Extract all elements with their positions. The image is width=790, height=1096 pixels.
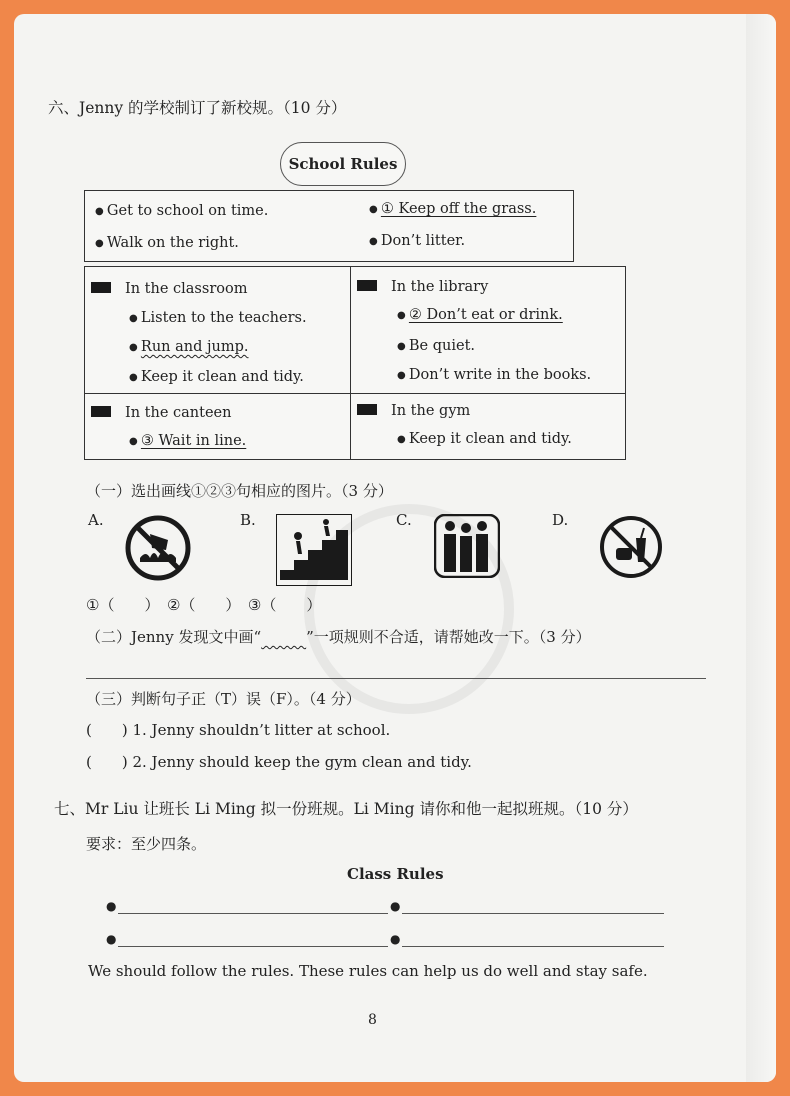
- rule-item: [129, 339, 248, 355]
- bullet-icon: ●: [390, 899, 401, 913]
- underlined-rule-2: ② Don’t eat or drink.: [408, 307, 563, 323]
- general-rules-box: [84, 190, 574, 262]
- rule-item: ● Keep it clean and tidy.: [129, 369, 304, 385]
- section-7-requirement: 要求：至少四条。: [86, 835, 207, 853]
- rule-answer-line[interactable]: [402, 913, 664, 914]
- square-marker-icon: [357, 404, 377, 415]
- bullet-icon: ●: [390, 932, 401, 946]
- option-label-d: D.: [552, 511, 569, 529]
- square-marker-icon: [91, 406, 111, 417]
- rule-answer-line[interactable]: [402, 946, 664, 947]
- rule-answer-line[interactable]: [118, 913, 388, 914]
- bullet-icon: ●: [106, 932, 117, 946]
- page-number: 8: [368, 1012, 377, 1028]
- rule-item: [369, 201, 536, 217]
- wavy-underline-sample: [261, 628, 306, 646]
- part-2-instruction: （二）Jenny 发现文中画“ ”一项规则不合适，请帮她改一下。（3 分）: [86, 628, 591, 646]
- worksheet-page: [14, 14, 776, 1082]
- canteen-heading: In the canteen: [91, 405, 231, 421]
- rule-item: [129, 433, 246, 449]
- section-6-title: 六、Jenny 的学校制订了新校规。（10 分）: [48, 99, 347, 117]
- rule-item: ● Walk on the right.: [95, 235, 239, 251]
- true-false-item-1[interactable]: ( ) 1. Jenny shouldn’t litter at school.: [86, 721, 391, 739]
- grid-divider: [85, 393, 625, 394]
- rule-item: ● Don’t litter.: [369, 233, 465, 249]
- bullet-icon: ●: [106, 899, 117, 913]
- page-edge: [746, 14, 776, 1082]
- underlined-rule-1: ① Keep off the grass.: [380, 201, 537, 217]
- closing-sentence: We should follow the rules. These rules can help us do well and stay safe.: [88, 962, 648, 980]
- rule-item: ● Keep it clean and tidy.: [397, 431, 572, 447]
- class-rules-title: Class Rules: [347, 865, 444, 883]
- no-eating-drinking-icon: [598, 514, 664, 580]
- rule-item: ● Don’t write in the books.: [397, 367, 591, 383]
- part-1-instruction: （一）选出画线①②③句相应的图片。（3 分）: [86, 482, 393, 500]
- rule-item: ● Listen to the teachers.: [129, 310, 307, 326]
- answer-line[interactable]: [86, 678, 706, 679]
- underlined-rule-3: ③ Wait in line.: [140, 433, 247, 449]
- classroom-heading: In the classroom: [91, 281, 247, 297]
- waiting-in-line-icon: [434, 514, 500, 578]
- section-7-title: 七、Mr Liu 让班长 Li Ming 拟一份班规。Li Ming 请你和他一起拟班规。（10 分）: [54, 800, 638, 818]
- rule-answer-line[interactable]: [118, 946, 388, 947]
- grid-divider: [350, 267, 351, 459]
- rule-item: ● Be quiet.: [397, 338, 475, 354]
- option-label-a: A.: [88, 511, 104, 529]
- gym-heading: In the gym: [357, 403, 470, 419]
- part-3-instruction: （三）判断句子正（T）误（F）。（4 分）: [86, 690, 361, 708]
- walk-up-stairs-icon: [276, 514, 352, 586]
- rules-grid: [84, 266, 626, 460]
- part-1-answer-blanks[interactable]: ①（ ） ②（ ） ③（ ）: [86, 596, 322, 614]
- library-heading: In the library: [357, 279, 488, 295]
- rule-item: [397, 307, 563, 323]
- option-label-b: B.: [240, 511, 256, 529]
- school-rules-title: School Rules: [280, 142, 406, 186]
- square-marker-icon: [357, 280, 377, 291]
- wavy-underlined-rule: Run and jump.: [140, 339, 249, 355]
- rule-item: ● Get to school on time.: [95, 203, 268, 219]
- option-label-c: C.: [396, 511, 412, 529]
- keep-off-grass-icon: [124, 514, 192, 582]
- true-false-item-2[interactable]: ( ) 2. Jenny should keep the gym clean and tidy.: [86, 753, 472, 771]
- square-marker-icon: [91, 282, 111, 293]
